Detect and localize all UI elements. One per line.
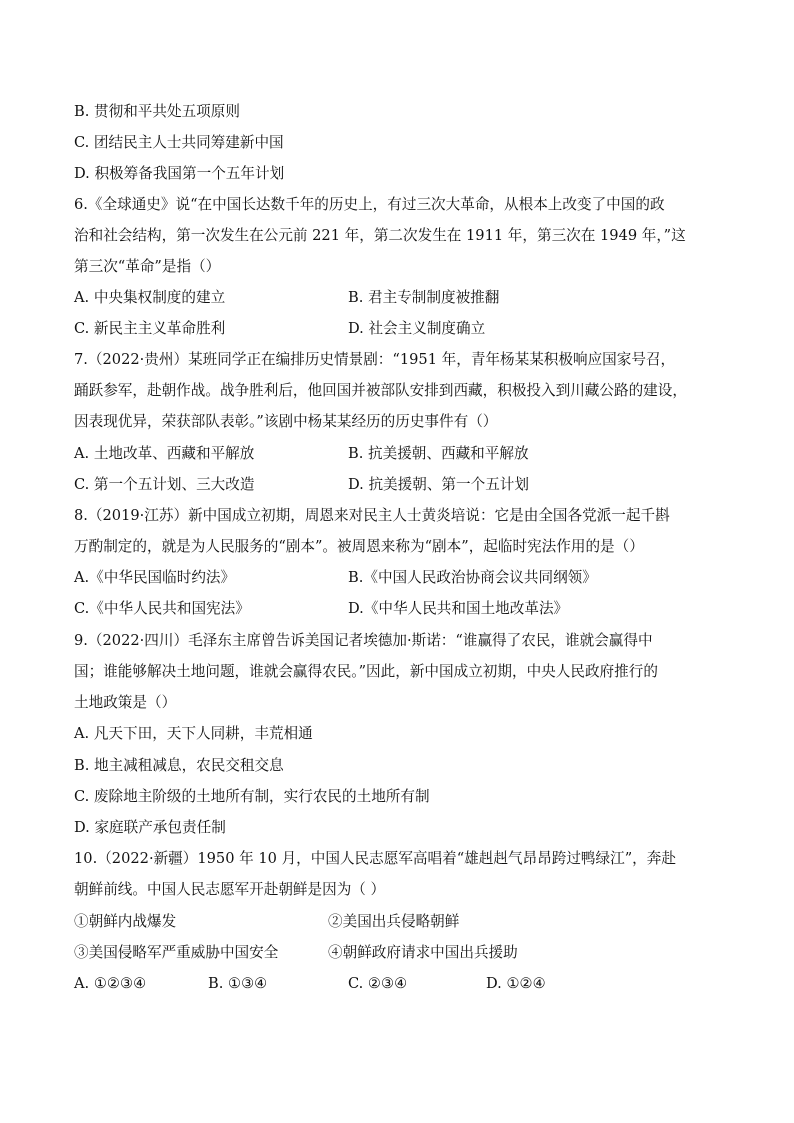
q10-options-row: [74, 974, 734, 994]
q6-stem-line-2: 治和社会结构，第一次发生在公元前 221 年，第二次发生在 1911 年，第三次在 1949 年，”这: [74, 227, 686, 244]
q10-items-row-1: [74, 912, 734, 932]
q9-option-b: B. 地主减租减息，农民交租交息: [74, 757, 284, 774]
q10-stem-line-2: 朝鲜前线。中国人民志愿军开赴朝鲜是因为（ ）: [74, 881, 386, 898]
q6-stem-line-1: 6.《全球通史》说“在中国长达数千年的历史上，有过三次大革命，从根本上改变了中国的政: [74, 196, 665, 213]
q7-options-row-2: [74, 475, 734, 495]
q7-stem-line-3: 因表现优异，荣获部队表彰。”该剧中杨某某经历的历史事件有（）: [74, 413, 498, 430]
q6-options-row-2: [74, 319, 734, 339]
q8-stem-line-1: 8.（2019·江苏）新中国成立初期，周恩来对民主人士黄炎培说：它是由全国各党派一起千斟: [74, 507, 670, 524]
q8-options-row-1: [74, 568, 734, 588]
q10-item-3: ③美国侵略军严重威胁中国安全: [74, 944, 279, 961]
q10-option-c: C. ②③④: [348, 975, 408, 992]
q5-option-d: D. 积极筹备我国第一个五年计划: [74, 165, 285, 182]
q7-options-row-1: [74, 444, 734, 464]
q8-option-d: D.《中华人民共和国土地改革法》: [348, 600, 569, 617]
q8-option-c: C.《中华人民共和国宪法》: [74, 600, 250, 617]
q10-item-1: ①朝鲜内战爆发: [74, 913, 177, 930]
q10-option-b: B. ①③④: [208, 975, 268, 992]
q10-option-d: D. ①②④: [486, 975, 546, 992]
q6-option-d: D. 社会主义制度确立: [348, 320, 486, 337]
q10-stem-line-1: 10.（2022·新疆）1950 年 10 月，中国人民志愿军高唱着“雄赳赳气昂昂跨过鸭绿江”，奔赴: [74, 850, 676, 867]
q6-stem-line-3: 第三次“革命”是指（）: [74, 258, 221, 275]
q6-options-row-1: [74, 288, 734, 308]
q8-option-a: A.《中华民国临时约法》: [74, 569, 236, 586]
q10-item-2: ②美国出兵侵略朝鲜: [328, 913, 460, 930]
q7-option-b: B. 抗美援朝、西藏和平解放: [348, 445, 529, 462]
q9-option-c: C. 废除地主阶级的土地所有制，实行农民的土地所有制: [74, 788, 430, 805]
q10-items-row-2: [74, 943, 734, 963]
q7-option-c: C. 第一个五计划、三大改造: [74, 476, 255, 493]
q9-option-d: D. 家庭联产承包责任制: [74, 819, 226, 836]
q7-stem-line-1: 7.（2022·贵州）某班同学正在编排历史情景剧：“1951 年，青年杨某某积极响应国家号召，: [74, 351, 676, 368]
q9-option-a: A. 凡天下田，天下人同耕，丰荒相通: [74, 725, 313, 742]
q7-option-a: A. 土地改革、西藏和平解放: [74, 445, 255, 462]
q5-option-b: B. 贯彻和平共处五项原则: [74, 103, 240, 120]
q8-options-row-2: [74, 599, 734, 619]
q8-option-b: B.《中国人民政治协商会议共同纲领》: [348, 569, 597, 586]
q6-option-c: C. 新民主主义革命胜利: [74, 320, 226, 337]
q9-stem-line-3: 土地政策是（）: [74, 694, 177, 711]
q7-option-d: D. 抗美援朝、第一个五计划: [348, 476, 529, 493]
q9-stem-line-1: 9.（2022·四川）毛泽东主席曾告诉美国记者埃德加·斯诺：“谁赢得了农民，谁就会赢得中: [74, 632, 653, 649]
q7-stem-line-2: 踊跃参军，赴朝作战。战争胜利后，他回国并被部队安排到西藏，积极投入到川藏公路的建设，: [74, 382, 687, 399]
q10-option-a: A. ①②③④: [74, 975, 147, 992]
q6-option-b: B. 君主专制制度被推翻: [348, 289, 500, 306]
q6-option-a: A. 中央集权制度的建立: [74, 289, 226, 306]
q5-option-c: C. 团结民主人士共同筹建新中国: [74, 134, 284, 151]
q9-stem-line-2: 国；谁能够解决土地问题，谁就会赢得农民。”因此，新中国成立初期，中央人民政府推行的: [74, 663, 658, 680]
q10-item-4: ④朝鲜政府请求中国出兵援助: [328, 944, 518, 961]
q8-stem-line-2: 万酌制定的，就是为人民服务的“剧本”。被周恩来称为“剧本”，起临时宪法作用的是（）: [74, 538, 644, 555]
